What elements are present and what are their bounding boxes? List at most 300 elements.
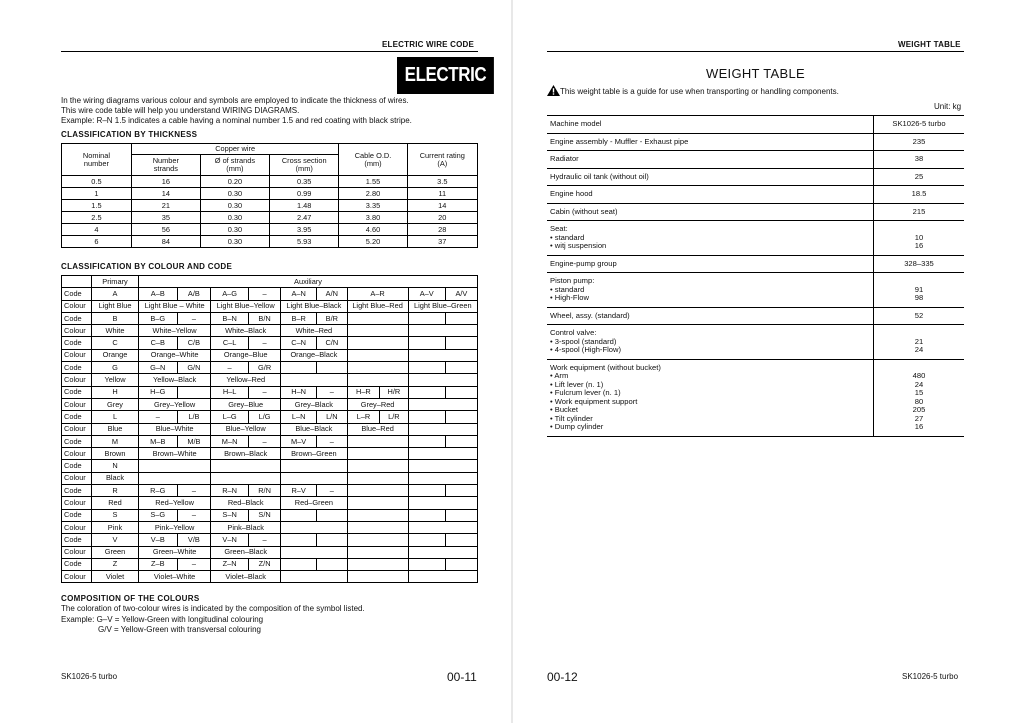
table-row: [62, 200, 478, 212]
row-label: Code: [62, 509, 92, 521]
table-cell: Yellow: [92, 374, 139, 386]
table-cell: Orange–White: [139, 349, 211, 361]
table-cell: Red–Black: [211, 497, 281, 509]
table-cell: 21: [131, 200, 200, 212]
table-cell: White–Yellow: [139, 325, 211, 337]
table-cell: [177, 386, 211, 398]
component-name: [547, 151, 874, 169]
weight-line: 80: [914, 396, 924, 406]
table-cell: [445, 312, 477, 324]
row-label: Colour: [62, 325, 92, 337]
table-cell: C: [92, 337, 139, 349]
header-current-rating: Current rating (A): [407, 144, 477, 176]
component-line: • Tilt cylinder: [550, 413, 593, 423]
table-cell: Blue–Red: [347, 423, 408, 435]
row-label: Colour: [62, 571, 92, 583]
table-cell: [408, 497, 477, 509]
component-line: Piston pump:: [550, 276, 595, 285]
component-line: • High-Flow: [550, 293, 589, 302]
table-cell: 0.30: [200, 188, 269, 200]
page-number: 00-11: [447, 670, 477, 684]
table-cell: [408, 362, 445, 374]
page-header: ELECTRIC WIRE CODE: [382, 40, 475, 49]
table-cell: C–N: [281, 337, 317, 349]
table-cell: [347, 497, 408, 509]
table-cell: [347, 325, 408, 337]
table-cell: [281, 558, 317, 570]
table-row: [62, 521, 478, 533]
table-cell: H–L: [211, 386, 249, 398]
header-cross-section: Cross section (mm): [270, 155, 339, 176]
table-cell: B–R: [281, 312, 317, 324]
weight-line: 24: [914, 345, 924, 354]
table-cell: [408, 534, 445, 546]
table-cell: 2.80: [339, 188, 407, 200]
table-cell: 3.95: [270, 224, 339, 236]
component-line: • 4-spool (High-Flow): [550, 345, 622, 354]
table-cell: [211, 460, 281, 472]
colour-table: [61, 275, 478, 583]
component-line: • standard: [550, 284, 585, 294]
table-cell: Red–Green: [281, 497, 347, 509]
component-line: Work equipment (without bucket): [550, 362, 661, 372]
table-cell: M: [92, 435, 139, 447]
table-cell: Orange–Blue: [211, 349, 281, 361]
table-cell: 28: [407, 224, 477, 236]
table-cell: Grey: [92, 398, 139, 410]
component-line: • Arm: [550, 371, 569, 380]
table-cell: 16: [131, 176, 200, 188]
table-row: [62, 472, 478, 484]
table-cell: –: [317, 435, 347, 447]
table-cell: –: [249, 337, 281, 349]
row-label: Code: [62, 485, 92, 497]
row-label: Code: [62, 558, 92, 570]
table-cell: Orange–Black: [281, 349, 347, 361]
header-rule: [61, 51, 478, 52]
table-cell: –: [139, 411, 178, 423]
composition-line-1: The coloration of two-colour wires is indicated by the composition of the symbol listed.: [61, 604, 365, 613]
table-cell: –: [177, 558, 211, 570]
table-cell: Blue–White: [139, 423, 211, 435]
section-banner: ELECTRIC: [397, 57, 494, 94]
table-cell: 0.35: [270, 176, 339, 188]
composition-title: COMPOSITION OF THE COLOURS: [61, 594, 200, 603]
row-label: Code: [62, 312, 92, 324]
table-cell: 0.99: [270, 188, 339, 200]
table-row: [547, 116, 964, 134]
table-cell: 2.5: [62, 212, 132, 224]
table-row: [547, 133, 964, 151]
component-line: • witj suspension: [550, 241, 607, 250]
table-cell: Violet–Black: [211, 571, 281, 583]
table-cell: [347, 349, 408, 361]
table-row: [62, 497, 478, 509]
table-cell: [317, 558, 347, 570]
row-label: Code: [62, 362, 92, 374]
table-cell: Grey–Yellow: [139, 398, 211, 410]
table-cell: H–G: [139, 386, 178, 398]
table-cell: [347, 546, 408, 558]
table-cell: L–R: [347, 411, 380, 423]
table-cell: [347, 509, 408, 521]
table-cell: Pink–Black: [211, 521, 281, 533]
table-cell: [281, 546, 347, 558]
page-header: WEIGHT TABLE: [898, 40, 961, 49]
table-cell: V: [92, 534, 139, 546]
table-cell: R–N: [211, 485, 249, 497]
table-row: [62, 236, 478, 248]
table-row: [62, 398, 478, 410]
component-line: Hydraulic oil tank (without oil): [550, 171, 649, 181]
table-cell: –: [249, 534, 281, 546]
weight-line: 52: [914, 310, 924, 320]
table-cell: Blue–Yellow: [211, 423, 281, 435]
table-cell: Z: [92, 558, 139, 570]
weight-line: 205: [912, 405, 926, 414]
table-row: [62, 386, 478, 398]
table-cell: C–B: [139, 337, 178, 349]
table-cell: 1.55: [339, 176, 407, 188]
table-cell: Brown–Green: [281, 448, 347, 460]
component-weight: [874, 325, 965, 360]
table-row: [547, 359, 964, 436]
table-cell: [347, 521, 408, 533]
table-row: [62, 176, 478, 188]
component-weight: [874, 186, 965, 204]
table-cell: Yellow–Red: [211, 374, 281, 386]
table-cell: 2.47: [270, 212, 339, 224]
table-row: [62, 288, 478, 300]
table-cell: L/N: [317, 411, 347, 423]
weight-table: [547, 115, 964, 437]
table-cell: Pink–Yellow: [139, 521, 211, 533]
row-label: Code: [62, 288, 92, 300]
row-label: Code: [62, 435, 92, 447]
weight-line: 18.5: [911, 189, 927, 198]
table-cell: S–N: [211, 509, 249, 521]
table-row: [62, 325, 478, 337]
table-cell: White–Black: [211, 325, 281, 337]
colour-header-blank: [62, 276, 92, 288]
header-strands: Number strands: [131, 155, 200, 176]
component-line: • 3-spool (standard): [550, 336, 617, 346]
row-label: Colour: [62, 546, 92, 558]
table-cell: A/N: [317, 288, 347, 300]
table-cell: A–N: [281, 288, 317, 300]
table-cell: [281, 521, 347, 533]
warning-note: [547, 85, 839, 97]
table-cell: [408, 509, 445, 521]
table-cell: [408, 374, 477, 386]
table-cell: [408, 411, 445, 423]
component-weight: [874, 359, 965, 436]
component-line: • Bucket: [550, 405, 578, 414]
table-cell: [281, 472, 347, 484]
table-cell: G–N: [139, 362, 178, 374]
component-weight: [874, 133, 965, 151]
table-cell: V–N: [211, 534, 249, 546]
table-cell: [211, 472, 281, 484]
table-cell: 84: [131, 236, 200, 248]
table-cell: A/B: [177, 288, 211, 300]
weight-line: 215: [912, 206, 926, 216]
table-row: [547, 203, 964, 221]
table-cell: Green–Black: [211, 546, 281, 558]
table-cell: Z–N: [211, 558, 249, 570]
table-cell: S/N: [249, 509, 281, 521]
table-cell: G/R: [249, 362, 281, 374]
table-row: [547, 325, 964, 360]
table-cell: [317, 509, 347, 521]
component-line: • Lift lever (n. 1): [550, 379, 604, 389]
table-cell: A/V: [445, 288, 477, 300]
component-name: [547, 203, 874, 221]
table-row: [547, 221, 964, 256]
table-cell: [281, 374, 347, 386]
table-cell: [408, 546, 477, 558]
table-row: [62, 435, 478, 447]
table-cell: –: [211, 362, 249, 374]
component-line: Cabin (without seat): [550, 206, 618, 216]
table-cell: [347, 362, 408, 374]
table-cell: 0.30: [200, 200, 269, 212]
table-cell: Z/N: [249, 558, 281, 570]
component-line: • Dump cylinder: [550, 422, 604, 431]
table-cell: [281, 571, 347, 583]
table-cell: [445, 386, 477, 398]
table-cell: [281, 362, 317, 374]
table-cell: 0.30: [200, 212, 269, 224]
left-page: [0, 0, 511, 723]
table-cell: [347, 460, 408, 472]
composition-line-2: Example: G–V = Yellow-Green with longitudinal colouring: [61, 615, 264, 624]
table-row: [547, 307, 964, 325]
row-label: Colour: [62, 423, 92, 435]
table-row: [62, 224, 478, 236]
weight-line: 91: [914, 284, 924, 294]
table-cell: Brown–Black: [211, 448, 281, 460]
component-line: • Work equipment support: [550, 396, 638, 406]
table-cell: [347, 448, 408, 460]
table-cell: [347, 374, 408, 386]
component-weight: [874, 255, 965, 273]
header-cable-od: Cable O.D. (mm): [339, 144, 407, 176]
table-cell: 14: [407, 200, 477, 212]
weight-line: 10: [914, 232, 924, 242]
table-row: [62, 300, 478, 312]
table-cell: 1.5: [62, 200, 132, 212]
table-cell: Blue: [92, 423, 139, 435]
weight-line: 15: [914, 388, 924, 397]
row-label: Colour: [62, 497, 92, 509]
table-row: [547, 186, 964, 204]
table-cell: [347, 337, 408, 349]
component-line: • Fulcrum lever (n. 1): [550, 388, 621, 397]
table-cell: [139, 472, 211, 484]
table-cell: Red–Yellow: [139, 497, 211, 509]
table-cell: Light Blue–Green: [408, 300, 477, 312]
thickness-title: CLASSIFICATION BY THICKNESS: [61, 130, 198, 139]
table-cell: –: [249, 435, 281, 447]
row-label: Code: [62, 460, 92, 472]
table-cell: N: [92, 460, 139, 472]
table-cell: [347, 571, 408, 583]
table-cell: –: [317, 386, 347, 398]
table-row: [62, 374, 478, 386]
component-name: [547, 273, 874, 308]
table-row: [62, 448, 478, 460]
table-cell: H–R: [347, 386, 380, 398]
row-label: Colour: [62, 521, 92, 533]
table-cell: [281, 534, 317, 546]
table-cell: L/B: [177, 411, 211, 423]
row-label: Code: [62, 386, 92, 398]
table-cell: [408, 386, 445, 398]
table-row: [62, 485, 478, 497]
component-weight: [874, 116, 965, 134]
table-row: [547, 151, 964, 169]
table-cell: 5.20: [339, 236, 407, 248]
table-cell: Z–B: [139, 558, 178, 570]
table-cell: R–V: [281, 485, 317, 497]
table-cell: L: [92, 411, 139, 423]
table-cell: 1: [62, 188, 132, 200]
table-cell: B: [92, 312, 139, 324]
table-cell: –: [177, 485, 211, 497]
component-name: [547, 168, 874, 186]
row-label: Code: [62, 411, 92, 423]
footer-model: SK1026-5 turbo: [902, 672, 959, 681]
component-weight: [874, 221, 965, 256]
table-row: [62, 362, 478, 374]
table-row: [547, 255, 964, 273]
intro-line-3: Example: R–N 1.5 indicates a cable having a nominal number 1.5 and red coating with black stripe.: [61, 116, 412, 125]
table-cell: R: [92, 485, 139, 497]
table-cell: [408, 448, 477, 460]
unit-label: Unit: kg: [934, 102, 962, 111]
component-line: Wheel, assy. (standard): [550, 310, 630, 320]
table-cell: Brown: [92, 448, 139, 460]
table-cell: A–G: [211, 288, 249, 300]
component-weight: [874, 307, 965, 325]
row-label: Colour: [62, 374, 92, 386]
table-cell: L–N: [281, 411, 317, 423]
table-cell: L/G: [249, 411, 281, 423]
table-cell: –: [317, 485, 347, 497]
table-cell: [445, 509, 477, 521]
composition-line-3: G/V = Yellow-Green with transversal colouring: [98, 625, 261, 634]
page-number: 00-12: [547, 670, 578, 684]
component-line: Engine hood: [550, 189, 593, 198]
table-row: [62, 423, 478, 435]
table-cell: Yellow–Black: [139, 374, 211, 386]
table-cell: H: [92, 386, 139, 398]
table-cell: [317, 534, 347, 546]
table-cell: [408, 571, 477, 583]
intro-line-2: This wire code table will help you understand WIRING DIAGRAMS.: [61, 106, 300, 115]
component-name: [547, 186, 874, 204]
component-weight: [874, 273, 965, 308]
component-line: Seat:: [550, 224, 568, 233]
table-cell: C/B: [177, 337, 211, 349]
table-cell: M–N: [211, 435, 249, 447]
table-cell: H/R: [380, 386, 408, 398]
table-cell: A–B: [139, 288, 178, 300]
component-line: Machine model: [550, 119, 602, 128]
table-cell: 56: [131, 224, 200, 236]
table-cell: 35: [131, 212, 200, 224]
table-cell: Pink: [92, 521, 139, 533]
table-cell: [408, 398, 477, 410]
component-line: Radiator: [550, 154, 579, 163]
component-weight: [874, 203, 965, 221]
table-cell: Brown–White: [139, 448, 211, 460]
table-cell: [445, 411, 477, 423]
table-cell: Light Blue: [92, 300, 139, 312]
table-cell: –: [249, 386, 281, 398]
table-row: [62, 312, 478, 324]
table-cell: [347, 472, 408, 484]
table-cell: A: [92, 288, 139, 300]
table-cell: 3.35: [339, 200, 407, 212]
component-name: [547, 307, 874, 325]
table-cell: [408, 460, 477, 472]
row-label: Colour: [62, 349, 92, 361]
component-name: [547, 359, 874, 436]
table-cell: 3.5: [407, 176, 477, 188]
table-cell: Violet–White: [139, 571, 211, 583]
colour-title: CLASSIFICATION BY COLOUR AND CODE: [61, 262, 233, 271]
table-cell: 4: [62, 224, 132, 236]
table-cell: [445, 337, 477, 349]
weight-line: 98: [914, 293, 924, 302]
table-row: [62, 509, 478, 521]
table-cell: V–B: [139, 534, 178, 546]
table-cell: [281, 460, 347, 472]
table-cell: R–G: [139, 485, 178, 497]
table-cell: M–V: [281, 435, 317, 447]
table-cell: [408, 435, 445, 447]
table-cell: Orange: [92, 349, 139, 361]
table-cell: [347, 435, 408, 447]
table-cell: [408, 558, 445, 570]
table-cell: [408, 423, 477, 435]
table-cell: –: [177, 509, 211, 521]
table-cell: White: [92, 325, 139, 337]
table-cell: Violet: [92, 571, 139, 583]
table-cell: C/N: [317, 337, 347, 349]
table-cell: A–R: [347, 288, 408, 300]
table-cell: 6: [62, 236, 132, 248]
table-cell: [139, 460, 211, 472]
table-cell: White–Red: [281, 325, 347, 337]
weight-line: 16: [914, 241, 924, 250]
table-row: [62, 349, 478, 361]
table-cell: B/N: [249, 312, 281, 324]
header-diameter: Ø of strands (mm): [200, 155, 269, 176]
table-cell: B–N: [211, 312, 249, 324]
table-cell: [408, 349, 477, 361]
weight-line: 27: [914, 413, 924, 423]
table-cell: S–G: [139, 509, 178, 521]
table-cell: [408, 472, 477, 484]
table-cell: B–G: [139, 312, 178, 324]
table-cell: Red: [92, 497, 139, 509]
table-cell: M–B: [139, 435, 178, 447]
table-cell: [347, 558, 408, 570]
table-cell: [408, 337, 445, 349]
